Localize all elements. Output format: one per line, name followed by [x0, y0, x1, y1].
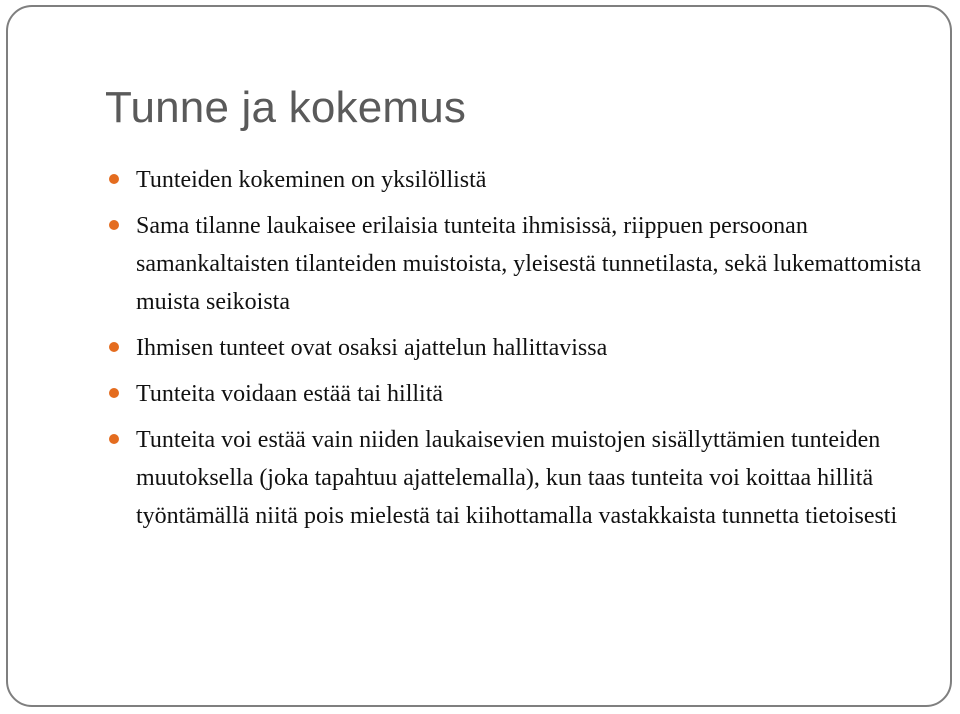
- bullet-dot-icon: [109, 388, 119, 398]
- bullet-text: Sama tilanne laukaisee erilaisia tunteita ihmisissä, riippuen persoonan samankaltaisten tilanteiden muistoista, yleisestä tunnetilasta, sekä lukemattomista muista seikoista: [136, 213, 922, 315]
- bullet-item: [108, 375, 928, 413]
- bullet-text: Tunteita voidaan estää tai hillitä: [136, 381, 444, 407]
- bullet-text: Tunteita voi estää vain niiden laukaisevien muistojen sisällyttämien tunteiden muutoksella (joka tapahtuu ajattelemalla), kun taas tunteita voi koittaa hillitä työntämällä niitä pois mielestä tai kiihottamalla vastakkaista tunnetta tietoisesti: [136, 427, 898, 529]
- bullet-item: [108, 207, 928, 321]
- slide: [6, 5, 952, 707]
- bullet-item: [108, 329, 928, 367]
- slide-title: Tunne ja kokemus: [105, 83, 467, 132]
- bullet-item: [108, 161, 928, 199]
- bullet-dot-icon: [109, 342, 119, 352]
- bullet-dot-icon: [109, 174, 119, 184]
- bullet-text: Ihmisen tunteet ovat osaksi ajattelun hallittavissa: [136, 335, 608, 361]
- bullet-dot-icon: [109, 220, 119, 230]
- bullet-list: [108, 161, 928, 543]
- bullet-text: Tunteiden kokeminen on yksilöllistä: [136, 167, 487, 193]
- bullet-dot-icon: [109, 434, 119, 444]
- bullet-item: [108, 421, 928, 535]
